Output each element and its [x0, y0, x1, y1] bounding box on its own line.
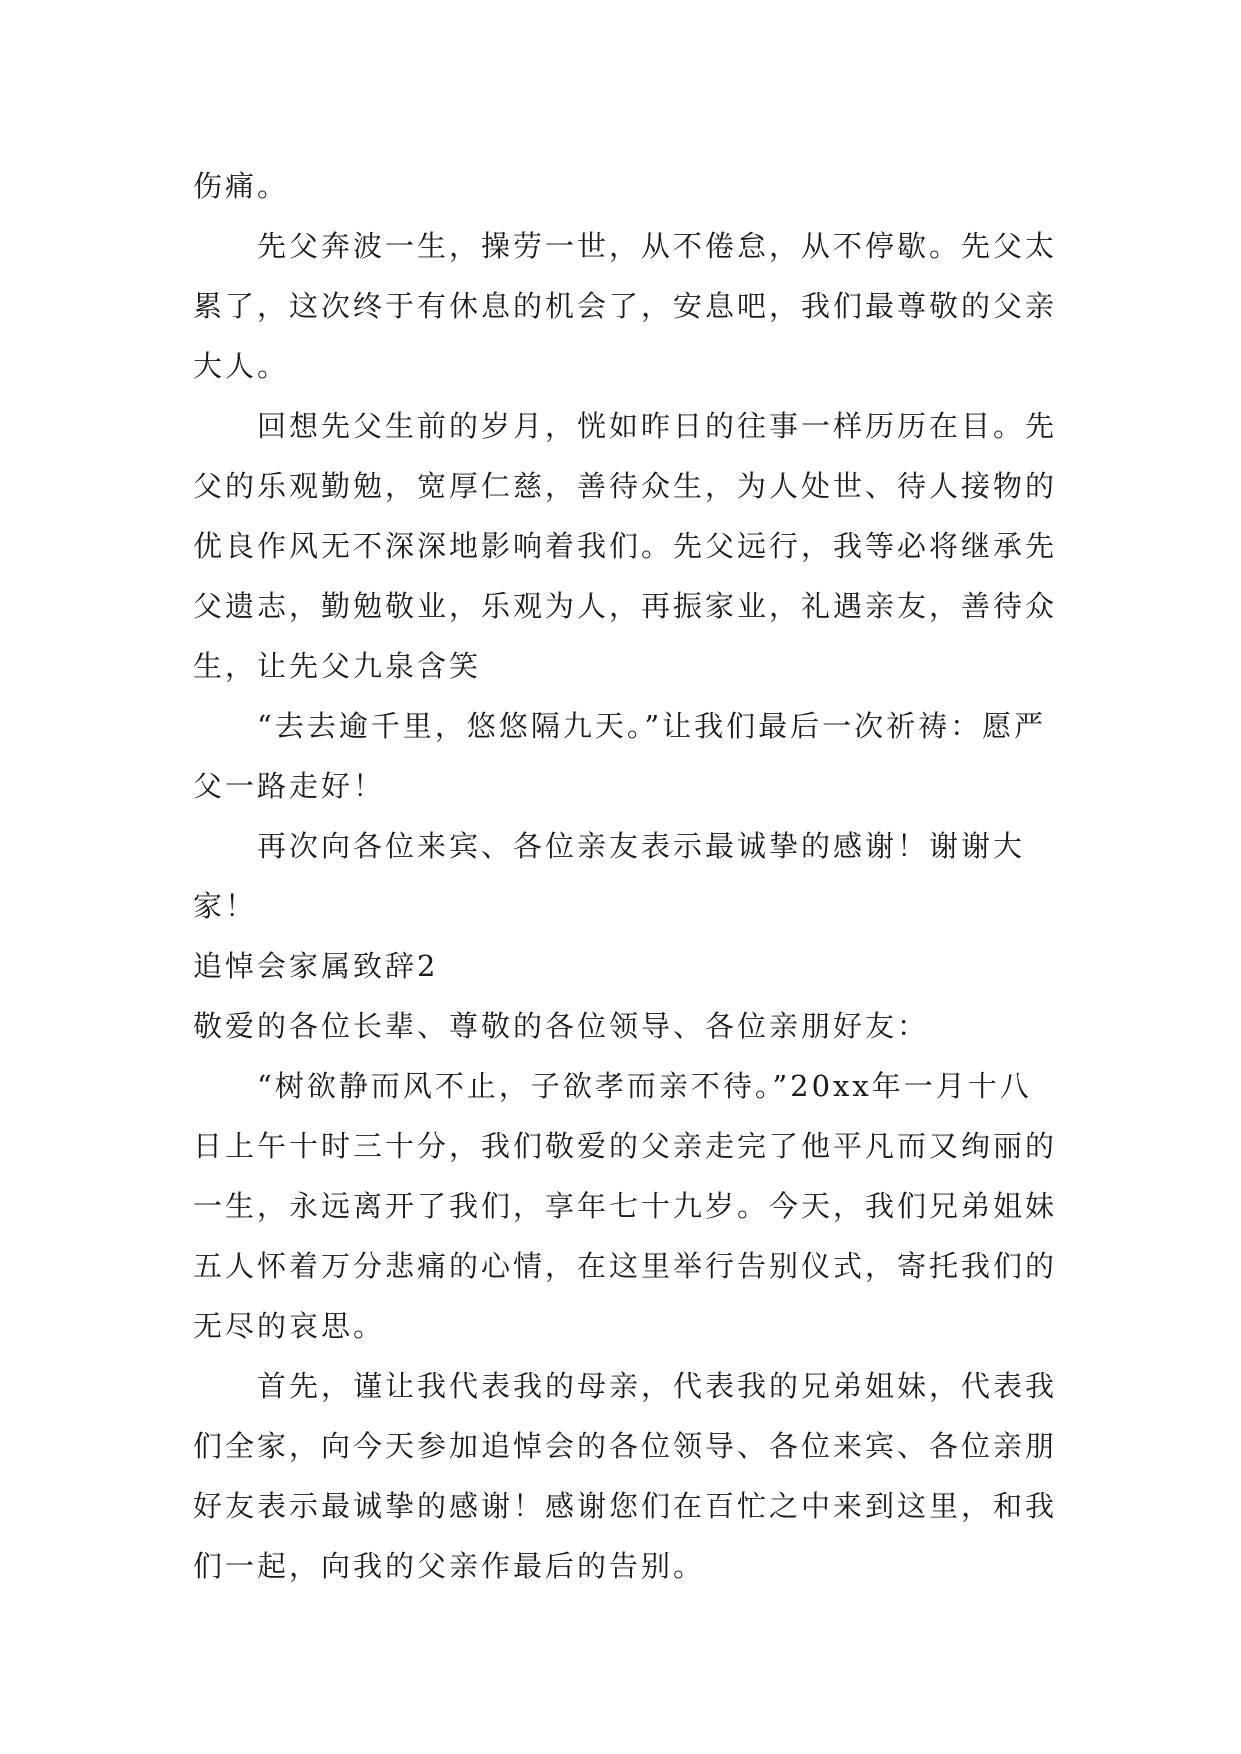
document-body [193, 156, 1063, 1596]
salutation: 敬爱的各位长辈、尊敬的各位领导、各位亲朋好友： [193, 1009, 930, 1043]
paragraph-3: 回想先父生前的岁月，恍如昨日的往事一样历历在目。先父的乐观勤勉，宽厚仁慈，善待众生，为人处世、待人接物的优良作风无不深深地影响着我们。先父远行，我等必将继承先父遗志，勤勉敬业，乐观为人，再振家业，礼遇亲友，善待众生，让先父九泉含笑 [193, 409, 1058, 683]
section-heading: 追悼会家属致辞2 [193, 949, 439, 983]
paragraph-8: “树欲静而风不止，子欲孝而亲不待。”20xx年一月十八日上午十时三十分，我们敬爱的父亲走完了他平凡而又绚丽的一生，永远离开了我们，享年七十九岁。今天，我们兄弟姐妹五人怀着万分悲痛的心情，在这里举行告别仪式，寄托我们的无尽的哀思。 [193, 1069, 1058, 1343]
paragraph-1: 伤痛。 [193, 169, 290, 203]
paragraph-2: 先父奔波一生，操劳一世，从不倦怠，从不停歇。先父太累了，这次终于有休息的机会了，安息吧，我们最尊敬的父亲大人。 [193, 229, 1058, 383]
paragraph-5: 再次向各位来宾、各位亲友表示最诚挚的感谢！谢谢大家！ [193, 829, 1026, 923]
paragraph-4: “去去逾千里，悠悠隔九天。”让我们最后一次祈祷：愿严父一路走好！ [193, 709, 1047, 803]
paragraph-9: 首先，谨让我代表我的母亲，代表我的兄弟姐妹，代表我们全家，向今天参加追悼会的各位领导、各位来宾、各位亲朋好友表示最诚挚的感谢！感谢您们在百忙之中来到这里，和我们一起，向我的父亲作最后的告别。 [193, 1369, 1058, 1583]
